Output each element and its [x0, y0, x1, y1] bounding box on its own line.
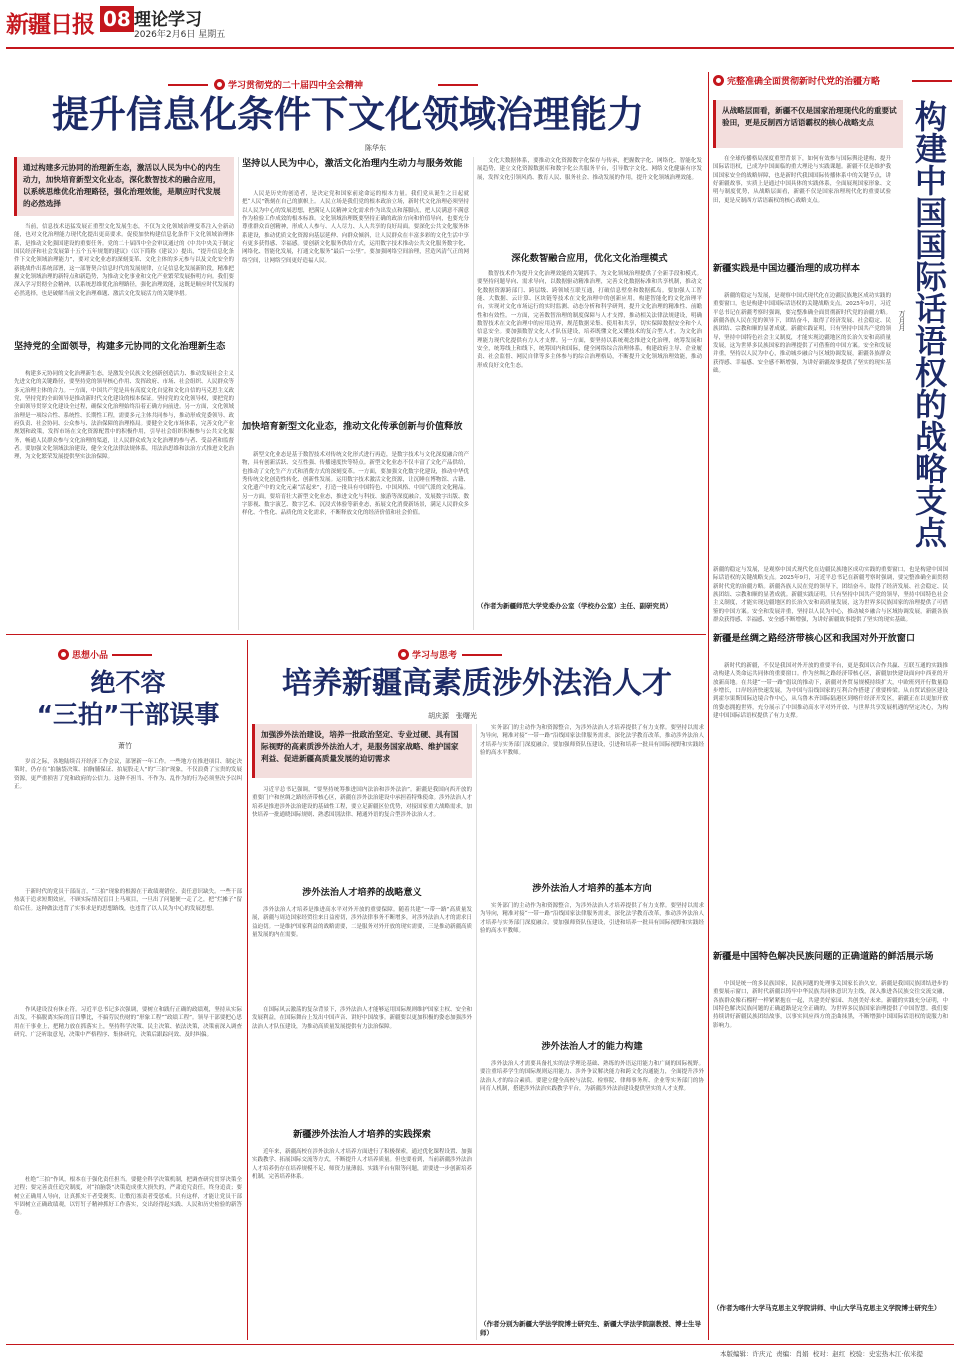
kicker-governance	[713, 74, 880, 87]
column-divider-main	[708, 72, 709, 1340]
article-subheading: 涉外法治人才培养的战略意义	[302, 887, 422, 898]
kicker-dot-icon	[713, 75, 724, 86]
article-subheading: 新疆是丝绸之路经济带核心区和我国对外开放窗口	[713, 633, 916, 644]
article-paragraph: 人民是历史的创造者，是决定党和国家前途命运的根本力量。我们党从诞生之日起就把“人民”镌刻在自己的旗帜上。人民立场是我们党的根本政治立场，新时代文化治理必须坚持以人民为中心的发展思想，把满足人民精神文化需求作为出发点和落脚点，把人民满意不满意作为检验工作成效的根本标准。文化领域治理既要坚持正确的政治方向和价值导向，也要充分尊重群众首创精神，形成人人参与、人人尽力、人人共享的良好局面。要深化公共文化服务体系建设，推动优质文化资源向基层延伸、向群众倾斜，让人民群众在丰富多彩的文化生活中享有更多获得感、幸福感。要创新文化服务供给方式，运用数字技术推动公共文化服务数字化、网络化、智能化发展，打通文化服务“最后一公里”。要加强网络空间治理，营造风清气正的网络空间，让网络空间更好造福人民。	[242, 191, 469, 264]
article-subheading: 深化数智融合应用，优化文化治理模式	[511, 253, 668, 264]
column-divider	[476, 724, 477, 1340]
article-subheading: 涉外法治人才的能力构建	[541, 1041, 643, 1052]
article-author: 胡庆源 张曙光	[428, 712, 477, 720]
newspaper-logo: 新疆日报	[6, 11, 94, 38]
page-number: 08	[100, 6, 134, 32]
essay-paragraph: 岁首之际，各地陆续召开经济工作会议，部署新一年工作。一些地方在推进项目、制定决策时，仍存在“拍脑袋决策、拍胸脯保证、拍屁股走人”的“三拍”现象，不仅浪费了宝贵的发展资源，更严重损害了党和政府的公信力。这种不担当、不作为、乱作为的行为必须坚决予以纠正。	[14, 759, 242, 791]
essay-author: 萧竹	[118, 742, 132, 750]
footer-editor: 本版编辑：许庆元	[720, 1350, 772, 1358]
kicker-text: 学习贯彻党的二十届四中全会精神	[228, 81, 364, 91]
article-author: 陈华东	[365, 144, 386, 152]
article-subheading: 新疆实践是中国边疆治理的成功样本	[713, 263, 860, 274]
kicker-dot-icon	[398, 649, 409, 660]
article-paragraph: 当前，信息技术迅猛发展正重塑文化发展生态，不仅为文化领域治理变革注入全新动能，也对文化治理能力现代化提出更高要求。促使加快构建信息化条件下文化领域治理体系，是推动文化强国建设的重要任务。党的二十届四中全会审议通过的《中共中央关于制定国民经济和社会发展第十五个五年规划的建议》（以下简称《建议》）提出，“提升信息化条件下文化领域治理能力”，要对文化业态的深刻变革、文化主体的多元参与以及文化安全的新挑战作出系统部署，这一部署契合信息时代的发展规律，立足信息化发展新阶段，精准把握文化领域治理的新特点和新趋势，为推动文化事业和文化产业繁荣发展指明方向。我们要深入学习贯彻全会精神，以系统思维优化治理路径，强化治理效能，这既是顺应时代发展的必然选择，也是破解当前文化治理难题、激活文化发展活力的关键举措。	[14, 224, 234, 297]
essay-headline-line1: 绝不容	[90, 668, 166, 697]
column-divider	[247, 640, 248, 1340]
kicker-essay	[58, 648, 108, 661]
kicker-text: 完整准确全面贯彻新时代党的治疆方略	[727, 77, 881, 87]
kicker-bar	[112, 654, 152, 656]
article-subheading: 新疆涉外法治人才培养的实践探索	[293, 1129, 431, 1140]
article-headline-vertical: 构建中国国际话语权的战略支点	[910, 100, 948, 548]
article-paragraph: 在国际风云激荡的复杂背景下，涉外法治人才能够运用国际规则维护国家主权、安全和发展利益，在国际舞台上发出中国声音、讲好中国故事。新疆要以更加积极的姿态加强涉外法治人才队伍建设，为推动高质量发展提供有力法治保障。	[252, 1007, 472, 1030]
footer-check: 校验：史宏热木江·依米提	[849, 1350, 923, 1358]
essay-paragraph: 于新时代的党员干部而言，“三拍”现象的根源在于政绩观错位、责任意识缺失。一些干部热衷于追求短期效应，不顾实际情况盲目上马项目，一旦出了问题便一走了之，把“烂摊子”留给后任。这种做法违背了实事求是的思想路线，也违背了以人民为中心的发展思想。	[14, 889, 242, 912]
section-divider	[6, 634, 706, 635]
kicker-study-thinking	[398, 648, 457, 661]
article-subheading: 坚持党的全面领导，构建多元协同的文化治理新生态	[14, 341, 226, 352]
column-divider	[238, 157, 239, 630]
article-paragraph: 中国是统一的多民族国家，民族问题的处理事关国家长治久安。新疆是我国民族团结进步的重要展示窗口，新时代新疆以铸牢中华民族共同体意识为主线，深入推进各民族交往交流交融，各族群众像石榴籽一样紧紧抱在一起，共建美好家园、共创美好未来。新疆的实践充分证明，中国特色解决民族问题的正确道路是完全正确的，为世界多民族国家治理提供了中国智慧。我们要持续讲好新疆民族团结故事，以事实回应西方的歪曲抹黑，不断增强中国国际话语权的说服力和影响力。	[713, 981, 948, 1029]
masthead-rule	[6, 47, 954, 49]
article-author: 万月月	[898, 310, 906, 331]
kicker-dot-icon	[58, 649, 69, 660]
article-paragraph: 新时代的新疆，不仅是我国对外开放的重要平台，更是我国以合作共赢、互联互通的实践推动构建人类命运共同体的重要窗口。作为丝绸之路经济带核心区，新疆加快建设面向中西亚的开放新高地。在共建“一带一路”倡议的推动下，新疆对外贸易规模持续扩大，中欧班列开行数量稳步增长，口岸经济快速发展，为中国与沿线国家的互利合作搭建了重要桥梁。从自贸试验区建设到霍尔果斯国际边境合作中心，从乌鲁木齐国际陆港区到喀什经济开发区，新疆正在以更加开放的姿态拥抱世界，充分展示了中国推动高水平对外开放、与世界共享发展机遇的坚定决心，为构建中国国际话语权提供了有力支撑。	[713, 663, 948, 720]
essay-paragraph: 杜绝“三拍”作风，根本在于强化责任担当。要健全科学决策机制，把调查研究贯穿决策全过程；要完善责任追究制度，对“拍脑袋”决策造成重大损失的，严肃追究责任，终身追责；要树立正确用人导向，让真抓实干者受褒奖、让敷衍塞责者受惩戒。只有这样，才能让党员干部牢固树立正确政绩观，以钉钉子精神抓好工作落实，交出经得起实践、人民和历史检验的新答卷。	[14, 1177, 242, 1217]
footer-rule	[6, 1344, 954, 1345]
article-paragraph: 近年来，新疆高校在涉外法治人才培养方面进行了积极探索，通过优化课程设置、加强实践教学、拓展国际交流等方式，不断提升人才培养质量。但也要看到，当前新疆涉外法治人才培养仍存在培养规模不足、师资力量薄弱、实践平台有限等问题，需要进一步创新培养机制，完善培养体系。	[252, 1149, 472, 1181]
article-paragraph: 新疆的稳定与发展，是观察中国式现代化在边疆民族地区成功实践的重要窗口，也是构建中国国际话语权的关键战略支点。2025年9月，习近平总书记在新疆考察时强调，要完整准确全面贯彻新时代党的治疆方略。新疆各族人民在党的领导下，团结奋斗，取得了经济发展、社会稳定、民族团结、宗教和顺的显著成就。新疆实践证明，只有坚持中国共产党的领导，坚持中国特色社会主义制度，才能实现边疆地区的长治久安和高质量发展，这为世界多民族国家的治理提供了可借鉴的中国方案。安全和发展并重，坚持以人民为中心，推动城乡融合与区域协调发展，新疆各族群众获得感、幸福感、安全感不断增强，为讲好新疆故事提供了坚实的现实基础。	[713, 567, 948, 624]
article-paragraph: 数智技术作为提升文化治理效能的关键抓手，为文化领域治理提供了全新手段和模式。要坚持问题导向、需求导向，以数据驱动精准治理，完善文化数据标准和共享机制，推动文化数据资源跨部门、跨层级、跨领域互联互通，打破信息壁垒和数据孤岛。要加强人工智能、大数据、云计算、区块链等技术在文化治理中的创新应用，构建智能化的文化治理平台，实现对文化市场运行的实时监测、动态分析和科学研判，提升文化治理的精准性、前瞻性和有效性。一方面，完善数智治理的制度保障与人才支撑，推动相关法律法规建设，明确数智技术在文化治理中的应用边界，规范数据采集、使用和共享，切实保障数据安全和个人信息安全。要加强数智文化人才队伍建设，培养既懂文化又懂技术的复合型人才，为文化治理能力现代化提供有力人才支撑。另一方面，要坚持以系统观念推进文化治理，统筹发展和安全，统筹线上和线下，统筹国内和国际，健全网络综合治理体系，构建政府主导、企业履责、社会监督、网民自律等多主体参与的综合治理格局，不断提升文化领域治理效能，推动形成良好文化生态。	[477, 271, 702, 369]
article-headline: 培养新疆高素质涉外法治人才	[282, 666, 672, 701]
article-paragraph: 新疆的稳定与发展，是观察中国式现代化在边疆民族地区成功实践的重要窗口，也是构建中国国际话语权的关键战略支点。2025年9月，习近平总书记在新疆考察时强调，要完整准确全面贯彻新时代党的治疆方略。新疆各族人民在党的领导下，团结奋斗，取得了经济发展、社会稳定、民族团结、宗教和顺的显著成就。新疆实践证明，只有坚持中国共产党的领导，坚持中国特色社会主义制度，才能实现边疆地区的长治久安和高质量发展，这为世界多民族国家的治理提供了可借鉴的中国方案。安全和发展并重，坚持以人民为中心，推动城乡融合与区域协调发展，新疆各族群众获得感、幸福感、安全感不断增强，为讲好新疆故事提供了坚实的现实基础。	[713, 293, 891, 375]
essay-headline-line2: “三拍”干部误事	[36, 700, 220, 729]
kicker-bar	[912, 80, 952, 82]
article-credit: （作者分别为新疆大学法学院博士研究生、新疆大学法学院副教授、博士生导师）	[480, 1320, 701, 1337]
kicker-bar-left	[168, 84, 208, 86]
section-title: 理论学习	[134, 10, 202, 30]
article-lead: 从战略层面看，新疆不仅是国家治理现代化的重要试验田，更是反制西方话语霸权的核心战略支点	[713, 100, 903, 148]
article-credit: （作者为喀什大学马克思主义学院讲师、中山大学马克思主义学院博士研究生）	[713, 1304, 941, 1312]
article-lead: 通过构建多元协同的治理新生态，激活以人民为中心的内生动力，加快培育新型文化业态，深化数智技术的融合应用，以系统思维优化治理路径，强化治理效能，是顺应时代发展的必然选择	[14, 157, 234, 216]
article-subheading: 加快培育新型文化业态，推动文化传承创新与价值释放	[242, 421, 463, 432]
article-subheading: 涉外法治人才培养的基本方向	[532, 883, 652, 894]
article-paragraph: 在全球传播格局深度重塑背景下，如何有效参与国际舆论建构、提升国际话语权，已成为中国面临的重大理论与实践课题。新疆不仅是维护我国国家安全的战略屏障，也是新时代我国国际传播体系中的关键节点，讲好新疆故事，实质上是通过中国具体的实践体系，全面展现国家形象、文明与制度优势，从战略层面看，新疆不仅是国家治理现代化的重要试验田，更是反制西方话语霸权的核心战略支点。	[713, 156, 891, 204]
kicker-text: 思想小品	[72, 651, 109, 661]
footer-proof: 校对：赵红	[812, 1350, 846, 1358]
article-headline: 提升信息化条件下文化领域治理能力	[52, 93, 644, 136]
essay-paragraph: 作风建设没有休止符。习近平总书记多次强调，要树立和践行正确的政绩观，坚持从实际出发，不搞脱离实际的盲目攀比，不搞劳民伤财的“形象工程”“政绩工程”。领导干部要把心思用在干事业上，把精力放在抓落实上，坚持科学决策、民主决策、依法决策，决策前深入调查研究、广泛听取意见，决策中严格程序、集体研究，决策后跟踪问效、及时纠偏。	[14, 1007, 242, 1039]
kicker-bar	[462, 654, 502, 656]
page-footer	[720, 1349, 923, 1358]
article-paragraph: 涉外法治人才需要具备扎实的法学理论基础、熟练的外语运用能力和广阔的国际视野。要注重培养学生的国际规则运用能力、涉外争议解决能力和跨文化沟通能力，全面提升涉外法治人才的综合素质。要建立健全高校与法院、检察院、律师事务所、企业等实务部门的协同育人机制，搭建涉外法治实践教学平台，为新疆涉外法治建设提供坚实的人才支撑。	[480, 1061, 704, 1093]
column-divider	[473, 157, 474, 630]
kicker-study-plenum	[214, 78, 363, 91]
article-paragraph: 实务部门的主动作为和资源整合，为涉外法治人才培养提供了有力支撑。要坚持以需求为导向，精准对接“一带一路”沿线国家法律服务需求，深化法学教育改革，推动涉外法治人才培养与实务部门深度融合。要加强师资队伍建设，引进和培养一批具有国际视野和实践经验的高水平教师。	[480, 903, 704, 935]
issue-date: 2026年2月6日 星期五	[134, 30, 226, 40]
article-paragraph: 习近平总书记强调，“要坚持统筹推进国内法治和涉外法治”。新疆是我国向西开放的重要门户和丝绸之路经济带核心区，新疆在涉外法治建设中承担着特殊使命。涉外法治人才培养是推进涉外法治建设的基础性工程，要立足新疆区位优势，对接国家重大战略需求，加快培养一批通晓国际规则、熟悉国别法律、精通外语的复合型涉外法治人才。	[252, 787, 472, 819]
article-lead: 加强涉外法治建设，培养一批政治坚定、专业过硬、具有国际视野的高素质涉外法治人才，是服务国家战略、维护国家利益、促进新疆高质量发展的迫切需求	[252, 724, 472, 778]
article-paragraph: 文化大数据体系，要推动文化资源数字化保存与传承，把握数字化、网络化、智能化发展趋势，建立文化资源数据库和数字化公共服务平台，引导数字文化、网络文化健康有序发展，发挥文化引领风尚、教育人民、服务社会、推动发展的作用，提升文化领域治理效能。	[477, 158, 702, 181]
article-paragraph: 新型文化业态是基于数智技术对传统文化形式进行再造，是数字技术与文化深度融合的产物，具有创新活跃、交互性强、传播速度快等特点。新型文化业态不仅丰富了文化产品供给，也推动了文化生产方式和消费方式的深刻变革。一方面，要加强文化数字化建设，推动中华优秀传统文化创造性转化、创新性发展。运用数字技术激活文化资源，让沉睡在博物馆、古籍、文化遗产中的文化元素“活起来”，打造一批具有中国特色、中国风格、中国气派的文化精品。另一方面，要培育壮大新型文化业态，推进文化与科技、旅游等深度融合，发展数字出版、数字影视、数字演艺、数字艺术、沉浸式体验等新业态，拓展文化消费新场景，满足人民群众多样化、个性化、品质化的文化需求，不断释放文化的经济价值和社会价值。	[242, 452, 469, 517]
article-subheading: 坚持以人民为中心，激活文化治理内生动力与服务效能	[242, 158, 463, 169]
article-subheading: 新疆是中国特色解决民族问题的正确道路的鲜活展示场	[713, 951, 934, 962]
article-paragraph: 构建多元协同的文化治理新生态，是激发全民族文化创新创造活力、推动发展社会主义先进文化的关键路径，要坚持党的领导核心作用、发挥政府、市场、社会组织、人民群众等多元治理主体的合力。一方面，中国共产党是具有高度文化自觉和文化自信的马克思主义政党，坚持党的全面领导是推动新时代文化建设的根本保证。坚持党的文化领导权，要把党的全面领导贯穿文化建设全过程，确保文化治理始终沿着正确方向前进。另一方面，文化领域治理是一项综合性、系统性、长期性工程，需要多元主体共同参与，推动形成党委领导、政府负责、社会协同、公众参与、法治保障的治理格局。要健全文化市场体系，完善文化产业规划和政策，发挥市场在文化资源配置中的积极作用，引导社会组织积极参与公共文化服务，畅通人民群众参与文化治理的渠道，让人民群众成为文化治理的参与者、受益者和监督者。要加强文化领域法治建设，健全文化法律法规体系，用法治思维和法治方式推进文化治理，为文化繁荣发展提供坚实法治保障。	[14, 371, 234, 461]
kicker-text: 学习与思考	[412, 651, 458, 661]
footer-design: 责编：肖娟	[776, 1350, 809, 1358]
article-paragraph: 实务部门的主动作为和资源整合，为涉外法治人才培养提供了有力支撑。要坚持以需求为导向，精准对接“一带一路”沿线国家法律服务需求，深化法学教育改革，推动涉外法治人才培养与实务部门深度融合。要加强师资队伍建设，引进和培养一批具有国际视野和实践经验的高水平教师。	[480, 725, 704, 757]
kicker-dot-icon	[214, 79, 225, 90]
kicker-bar-right	[438, 84, 478, 86]
article-credit: （作者为新疆师范大学党委办公室（学校办公室）主任、副研究员）	[477, 602, 702, 611]
article-paragraph: 涉外法治人才培养是推进高水平对外开放的重要保障。随着共建“一带一路”高质量发展，新疆与周边国家经贸往来日益密切，涉外法律事务不断增多，对涉外法治人才的需求日益迫切。一是维护国家利益的战略需要，二是服务对外开放的现实需要，三是推动新疆高质量发展的内在需要。	[252, 907, 472, 939]
